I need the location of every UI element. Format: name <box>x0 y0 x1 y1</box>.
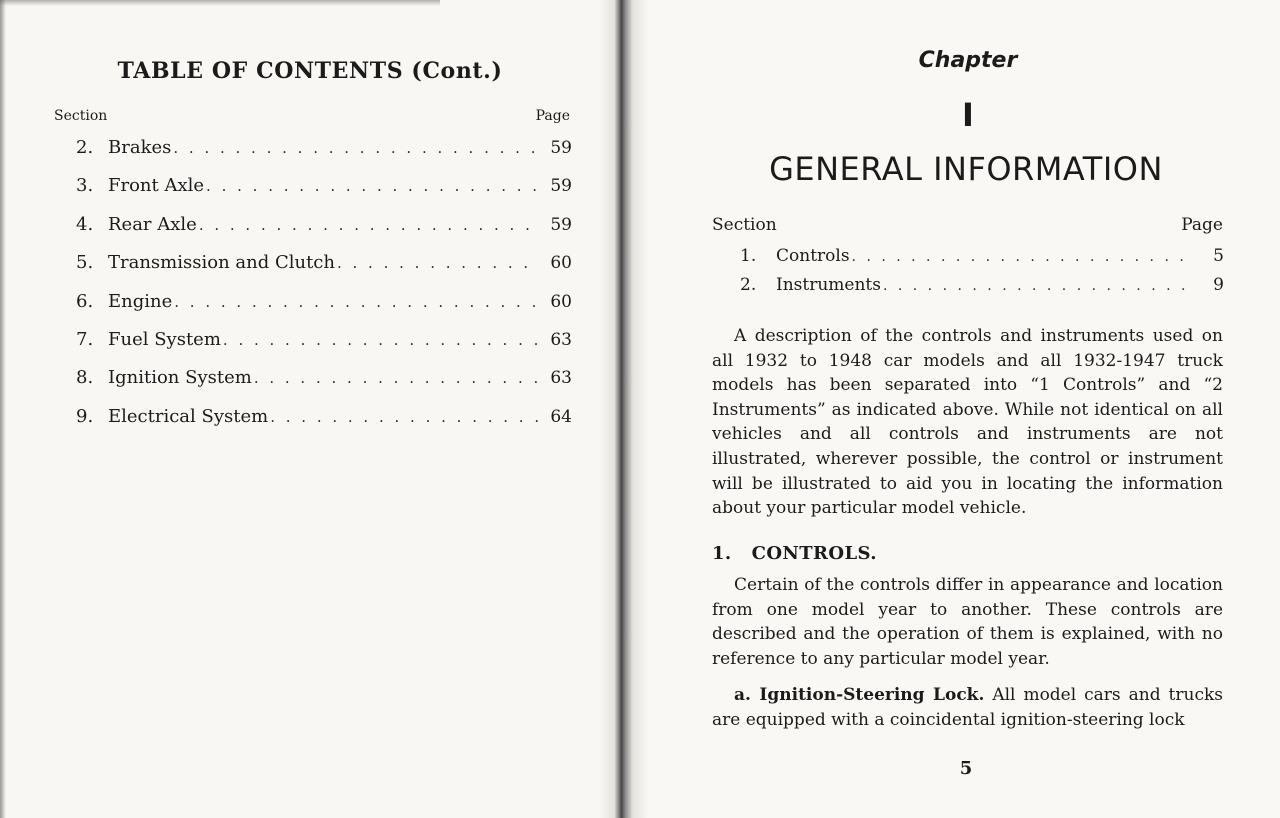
subsection-label: a. Ignition-Steering Lock. <box>734 685 985 705</box>
toc-entry-label: Front Axle <box>108 175 205 197</box>
chapter-toc-entry-number: 2. <box>740 275 757 295</box>
toc-entry-number: 8. <box>76 367 94 389</box>
toc-entry <box>76 291 572 329</box>
toc-entry-label: Electrical System <box>108 405 269 427</box>
toc-entry <box>76 175 572 213</box>
chapter-number: I <box>962 96 974 134</box>
chapter-toc-entry-label: Instruments <box>776 275 881 295</box>
chapter-toc-column-headers <box>712 215 1223 235</box>
chapter-toc-entry-label: Controls <box>776 246 850 266</box>
dot-leader <box>883 278 1192 294</box>
dot-leader <box>337 254 540 272</box>
chapter-toc-entry-page: 9 <box>1213 275 1224 295</box>
chapter-label: Chapter <box>918 48 1018 73</box>
dot-leader <box>199 216 540 234</box>
chapter-toc-entry-number: 1. <box>740 246 757 266</box>
toc-entry-number: 6. <box>76 290 94 312</box>
toc-section-header: Section <box>54 108 108 124</box>
dot-leader <box>852 249 1192 265</box>
toc-entry <box>76 252 572 290</box>
toc-entry-page: 60 <box>550 291 572 312</box>
toc-entry <box>76 406 572 444</box>
chapter-toc-entry-page: 5 <box>1213 246 1224 266</box>
toc-entry-page: 59 <box>550 214 572 235</box>
toc-entry <box>76 329 572 367</box>
toc-entry-label: Fuel System <box>108 328 221 350</box>
toc-entry-number: 7. <box>76 328 94 350</box>
toc-entry <box>76 367 572 405</box>
toc-entry-number: 5. <box>76 252 94 274</box>
toc-entry-label: Ignition System <box>108 367 252 389</box>
toc-entry-number: 2. <box>76 137 94 158</box>
toc-entry <box>76 137 572 175</box>
dot-leader <box>254 369 540 387</box>
page-number: 5 <box>959 758 973 779</box>
toc-entry-label: Rear Axle <box>108 213 197 235</box>
toc-page-header: Page <box>535 108 570 124</box>
ignition-steering-lock-paragraph <box>712 683 1223 732</box>
toc-entry-label: Transmission and Clutch <box>108 252 335 274</box>
toc-entry-page: 63 <box>550 368 572 389</box>
dot-leader <box>206 177 540 195</box>
toc-list <box>76 137 572 444</box>
toc-entry <box>76 214 572 252</box>
subsection-text: All model cars and trucks are equipped with a coincidental ignition-steering lock <box>712 685 1223 730</box>
dot-leader <box>173 139 540 157</box>
chapter-toc-entry <box>740 275 1224 304</box>
toc-entry-page: 59 <box>550 176 572 197</box>
chapter-title: GENERAL INFORMATION <box>769 150 1163 188</box>
controls-heading: 1. CONTROLS. <box>712 543 877 564</box>
dot-leader <box>223 331 540 349</box>
dot-leader <box>174 293 540 311</box>
chapter-toc-entry <box>740 246 1224 275</box>
toc-entry-number: 3. <box>76 175 94 197</box>
toc-entry-number: 9. <box>76 405 94 427</box>
chapter-toc-page-header: Page <box>1181 215 1223 235</box>
toc-entry-page: 63 <box>550 329 572 350</box>
toc-entry-page: 64 <box>550 406 572 427</box>
toc-entry-label: Engine <box>108 290 173 312</box>
chapter-toc-list <box>740 246 1224 304</box>
toc-entry-label: Brakes <box>108 137 172 158</box>
dot-leader <box>270 408 540 426</box>
intro-paragraph: A description of the controls and instruments used on all 1932 to 1948 car models and all 1932-1947 truck models has been separated into “1 Controls” and “2 Instruments” as indicated above. While not identical on all vehicles and all controls and instruments are not illustrated, wherever possible, the control or instrument will be illustrated to aid you in locating the information about your particular model vehicle. <box>712 326 1223 519</box>
chapter-toc-section-header: Section <box>712 215 777 235</box>
toc-column-headers <box>54 108 570 124</box>
toc-entry-number: 4. <box>76 213 94 235</box>
controls-paragraph: Certain of the controls differ in appearance and location from one model year to another. These controls are described and the operation of them is explained, with no reference to any particular model year. <box>712 575 1223 669</box>
toc-entry-page: 59 <box>550 138 572 158</box>
toc-title: TABLE OF CONTENTS (Cont.) <box>117 58 503 84</box>
page-edge-shadow <box>0 0 6 818</box>
toc-entry-page: 60 <box>550 253 572 274</box>
scan-edge-shadow <box>0 0 440 6</box>
